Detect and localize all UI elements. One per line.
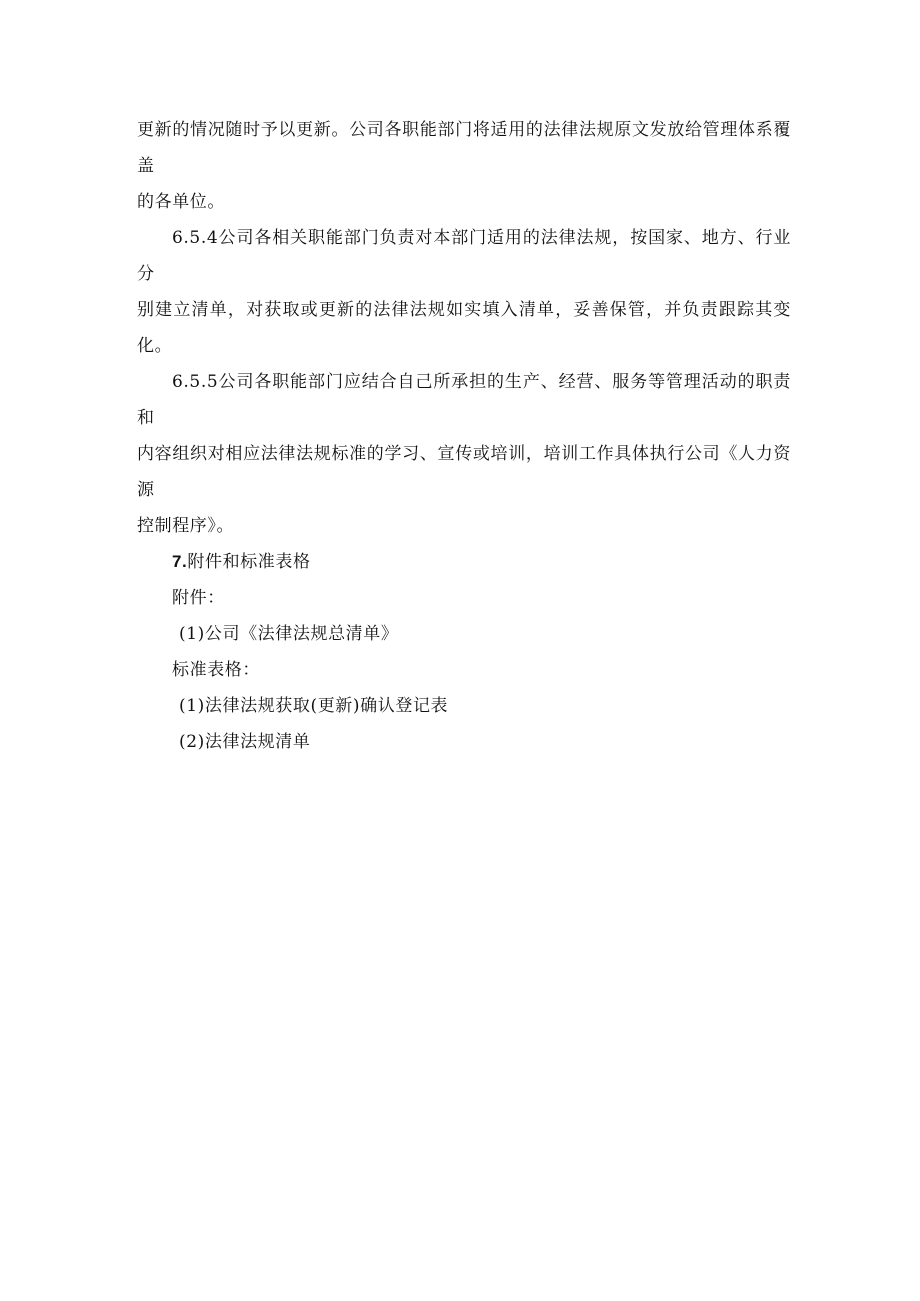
- attachments-label: 附件：: [172, 588, 225, 608]
- paragraph-line: 控制程序》。: [137, 516, 235, 536]
- form-item: (2)法律法规清单: [179, 732, 311, 752]
- paragraph-line: 别建立清单，对获取或更新的法律法规如实填入清单，妥善保管，并负责跟踪其变化。: [137, 300, 791, 356]
- section-title: 附件和标准表格: [187, 552, 311, 572]
- standard-forms-label: 标准表格：: [172, 660, 260, 680]
- paragraph-line: 6.5.4公司各相关职能部门负责对本部门适用的法律法规，按国家、地方、行业分: [137, 228, 791, 284]
- paragraph-6-5-5: [137, 364, 791, 544]
- paragraph-update-distribution: [137, 112, 791, 220]
- attachment-item: (1)公司《法律法规总清单》: [179, 624, 399, 644]
- form-item: (1)法律法规获取(更新)确认登记表: [179, 696, 449, 716]
- paragraph-line: 的各单位。: [137, 192, 225, 212]
- paragraph-line: 更新的情况随时予以更新。公司各职能部门将适用的法律法规原文发放给管理体系覆盖: [137, 120, 791, 176]
- section-number: 7.: [172, 552, 188, 571]
- paragraph-line: 6.5.5公司各职能部门应结合自己所承担的生产、经营、服务等管理活动的职责和: [137, 372, 791, 428]
- document-body: [137, 112, 791, 760]
- paragraph-line: 内容组织对相应法律法规标准的学习、宣传或培训，培训工作具体执行公司《人力资源: [137, 444, 791, 500]
- section-heading-7: [137, 544, 791, 580]
- paragraph-6-5-4: [137, 220, 791, 364]
